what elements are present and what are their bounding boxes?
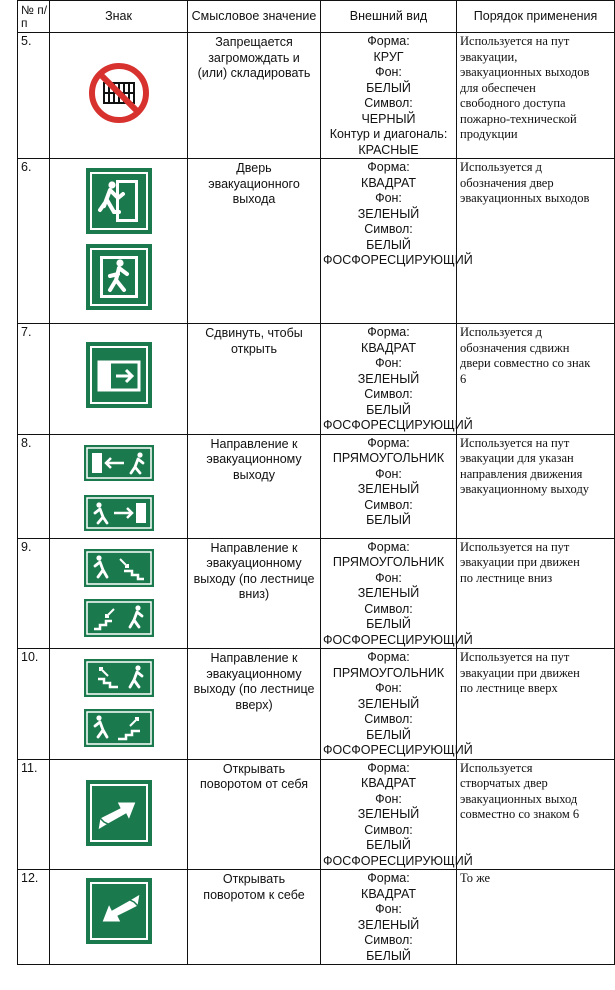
usage-line: по лестнице вверх <box>460 681 558 695</box>
table-row <box>18 33 615 159</box>
appearance-line: Фон: <box>375 681 402 695</box>
appearance-line: БЕЛЫЙ <box>366 617 411 631</box>
appearance-line: ЧЕРНЫЙ <box>361 111 416 126</box>
appearance-cell <box>321 759 473 870</box>
row-num: 6. <box>18 159 50 324</box>
appearance-line: КВАДРАТ <box>361 175 416 190</box>
appearance-line: Форма: <box>367 871 410 885</box>
usage-line: эвакуационных выходов <box>460 65 590 79</box>
usage-line: обозначения сдвижн <box>460 340 570 355</box>
appearance-line: БЕЛЫЙ <box>366 513 411 527</box>
signs-table <box>17 0 615 965</box>
header-usage: Порядок применения <box>457 1 615 33</box>
usage-line: двери совместно со знак <box>460 356 591 370</box>
usage-line: для обеспечен <box>460 80 536 95</box>
appearance-line: ФОСФОРЕСЦИРУЮЩИЙ <box>323 418 473 432</box>
appearance-cell <box>321 434 457 538</box>
usage-line: эвакуационному выходу <box>460 482 590 496</box>
appearance-line: ФОСФОРЕСЦИРУЮЩИЙ <box>323 853 473 868</box>
meaning-cell: Открывать поворотом от себя <box>188 759 321 870</box>
appearance-line: Символ: <box>364 601 413 616</box>
appearance-line: Символ: <box>364 96 413 110</box>
appearance-line: Символ: <box>364 933 413 947</box>
sign-cell <box>50 33 188 159</box>
usage-line: Используется д <box>460 325 542 339</box>
usage-line: направления движения <box>460 466 583 481</box>
table-row <box>18 870 615 965</box>
appearance-line: КРАСНЫЕ <box>358 142 419 157</box>
usage-line: совместно со знаком 6 <box>460 807 580 821</box>
pull-to-open-sign-icon <box>86 878 152 944</box>
appearance-line: БЕЛЫЙ <box>366 948 411 963</box>
appearance-line: Фон: <box>375 191 402 205</box>
appearance-line: Символ: <box>364 497 413 512</box>
row-num: 10. <box>18 649 50 760</box>
usage-line: Используется на пут <box>460 650 570 664</box>
appearance-cell <box>321 33 457 159</box>
sign-cell <box>50 159 188 324</box>
appearance-line: ЗЕЛЕНЫЙ <box>357 206 420 221</box>
appearance-line: КВАДРАТ <box>361 340 416 355</box>
row-num: 9. <box>18 538 50 649</box>
appearance-line: Фон: <box>375 902 402 916</box>
usage-cell <box>457 33 615 159</box>
row-num: 12. <box>18 870 50 965</box>
stairs-up-left-sign-icon <box>84 659 154 697</box>
usage-cell <box>457 538 615 649</box>
usage-cell <box>457 759 615 870</box>
signs-table-document <box>17 0 614 965</box>
usage-line: эвакуации при движен <box>460 555 580 569</box>
appearance-line: Форма: <box>367 160 410 174</box>
usage-line: эвакуации для указан <box>460 451 574 465</box>
table-row <box>18 324 615 435</box>
usage-line: эвакуации, <box>460 49 518 64</box>
usage-line: продукции <box>460 127 518 141</box>
appearance-line: Фон: <box>375 356 402 370</box>
meaning-cell: Открывать поворотом к себе <box>188 870 321 965</box>
slide-to-open-sign-icon <box>86 342 152 408</box>
usage-line: створчатых двер <box>460 776 548 790</box>
appearance-line: ПРЯМОУГОЛЬНИК <box>332 555 445 569</box>
meaning-cell: Запрещается загромождать и (или) складировать <box>188 33 321 159</box>
meaning-cell: Направление к эвакуационному выходу (по лестнице вниз) <box>188 538 321 649</box>
appearance-line: ЗЕЛЕНЫЙ <box>357 807 420 821</box>
usage-line: Используется <box>460 760 533 775</box>
appearance-line: БЕЛЫЙ <box>366 80 411 95</box>
appearance-line: Символ: <box>364 222 413 236</box>
usage-cell <box>457 159 615 324</box>
meaning-cell: Направление к эвакуационному выходу (по лестнице вверх) <box>188 649 321 760</box>
appearance-line: Форма: <box>367 435 410 450</box>
usage-line: 6 <box>460 371 467 386</box>
appearance-cell <box>321 159 473 324</box>
appearance-line: ЗЕЛЕНЫЙ <box>357 482 420 496</box>
sign-cell <box>50 759 188 870</box>
appearance-line: Символ: <box>364 712 413 726</box>
stairs-up-right-sign-icon <box>84 709 154 747</box>
push-to-open-sign-icon <box>86 780 152 846</box>
table-row <box>18 759 615 870</box>
header-num: № п/п <box>18 1 50 33</box>
appearance-line: ЗЕЛЕНЫЙ <box>357 917 420 932</box>
appearance-line: Форма: <box>367 325 410 339</box>
appearance-line: Фон: <box>375 466 402 481</box>
stairs-down-right-sign-icon <box>84 549 154 587</box>
sign-cell <box>50 538 188 649</box>
usage-line: эвакуации при движен <box>460 665 580 680</box>
appearance-line: БЕЛЫЙ <box>366 838 411 852</box>
usage-line: эвакуационных выходов <box>460 191 590 205</box>
appearance-line: Форма: <box>367 760 410 775</box>
appearance-line: Символ: <box>364 387 413 401</box>
appearance-line: Форма: <box>367 650 410 664</box>
appearance-line: КРУГ <box>373 49 404 64</box>
exit-door-right-sign-icon <box>86 244 152 310</box>
meaning-cell: Направление к эвакуационному выходу <box>188 434 321 538</box>
meaning-cell: Сдвинуть, чтобы открыть <box>188 324 321 435</box>
appearance-line: БЕЛЫЙ <box>366 237 411 252</box>
usage-line: То же <box>460 871 491 885</box>
header-sign: Знак <box>50 1 188 33</box>
appearance-line: КВАДРАТ <box>361 776 416 790</box>
usage-line: обозначения двер <box>460 175 554 190</box>
appearance-line: КВАДРАТ <box>361 886 416 901</box>
usage-cell <box>457 324 615 435</box>
usage-line: Используется на пут <box>460 539 570 554</box>
header-meaning: Смысловое значение <box>188 1 321 33</box>
appearance-line: ФОСФОРЕСЦИРУЮЩИЙ <box>323 743 473 757</box>
usage-line: свободного доступа <box>460 96 566 110</box>
sign-cell <box>50 649 188 760</box>
meaning-cell: Дверь эвакуационного выхода <box>188 159 321 324</box>
appearance-line: Форма: <box>367 34 410 48</box>
appearance-line: ФОСФОРЕСЦИРУЮЩИЙ <box>323 253 473 267</box>
exit-direction-left-sign-icon <box>84 445 154 481</box>
usage-cell <box>457 649 615 760</box>
appearance-line: БЕЛЫЙ <box>366 402 411 417</box>
prohibition-storage-sign-icon <box>87 61 151 125</box>
exit-door-left-sign-icon <box>86 168 152 234</box>
appearance-cell <box>321 870 457 965</box>
usage-line: Используется на пут <box>460 34 570 48</box>
row-num: 7. <box>18 324 50 435</box>
appearance-line: Символ: <box>364 822 413 837</box>
table-row <box>18 434 615 538</box>
table-row <box>18 649 615 760</box>
appearance-line: Форма: <box>367 539 410 554</box>
appearance-line: Контур и диагональ: <box>329 127 448 141</box>
table-row <box>18 538 615 649</box>
usage-line: пожарно-технической <box>460 111 577 126</box>
sign-cell <box>50 870 188 965</box>
row-num: 11. <box>18 759 50 870</box>
stairs-down-left-sign-icon <box>84 599 154 637</box>
row-num: 8. <box>18 434 50 538</box>
sign-cell <box>50 324 188 435</box>
row-num: 5. <box>18 33 50 159</box>
table-row <box>18 159 615 324</box>
appearance-line: Фон: <box>375 65 402 79</box>
usage-line: по лестнице вниз <box>460 570 553 585</box>
appearance-line: ПРЯМОУГОЛЬНИК <box>332 451 445 465</box>
exit-direction-right-sign-icon <box>84 495 154 531</box>
sign-cell <box>50 434 188 538</box>
usage-line: Используется д <box>460 160 542 174</box>
usage-line: Используется на пут <box>460 435 570 450</box>
table-header-row <box>18 1 615 33</box>
usage-cell <box>457 434 615 538</box>
header-appearance: Внешний вид <box>321 1 457 33</box>
appearance-cell <box>321 538 473 649</box>
appearance-line: БЕЛЫЙ <box>366 727 411 742</box>
appearance-line: ЗЕЛЕНЫЙ <box>357 371 420 386</box>
appearance-line: Фон: <box>375 791 402 806</box>
appearance-cell <box>321 649 473 760</box>
usage-line: эвакуационных выход <box>460 791 578 806</box>
appearance-line: ПРЯМОУГОЛЬНИК <box>332 665 445 680</box>
appearance-line: ЗЕЛЕНЫЙ <box>357 586 420 600</box>
appearance-line: ЗЕЛЕНЫЙ <box>357 696 420 711</box>
appearance-line: Фон: <box>375 570 402 585</box>
usage-cell <box>457 870 615 965</box>
appearance-cell <box>321 324 473 435</box>
appearance-line: ФОСФОРЕСЦИРУЮЩИЙ <box>323 632 473 647</box>
